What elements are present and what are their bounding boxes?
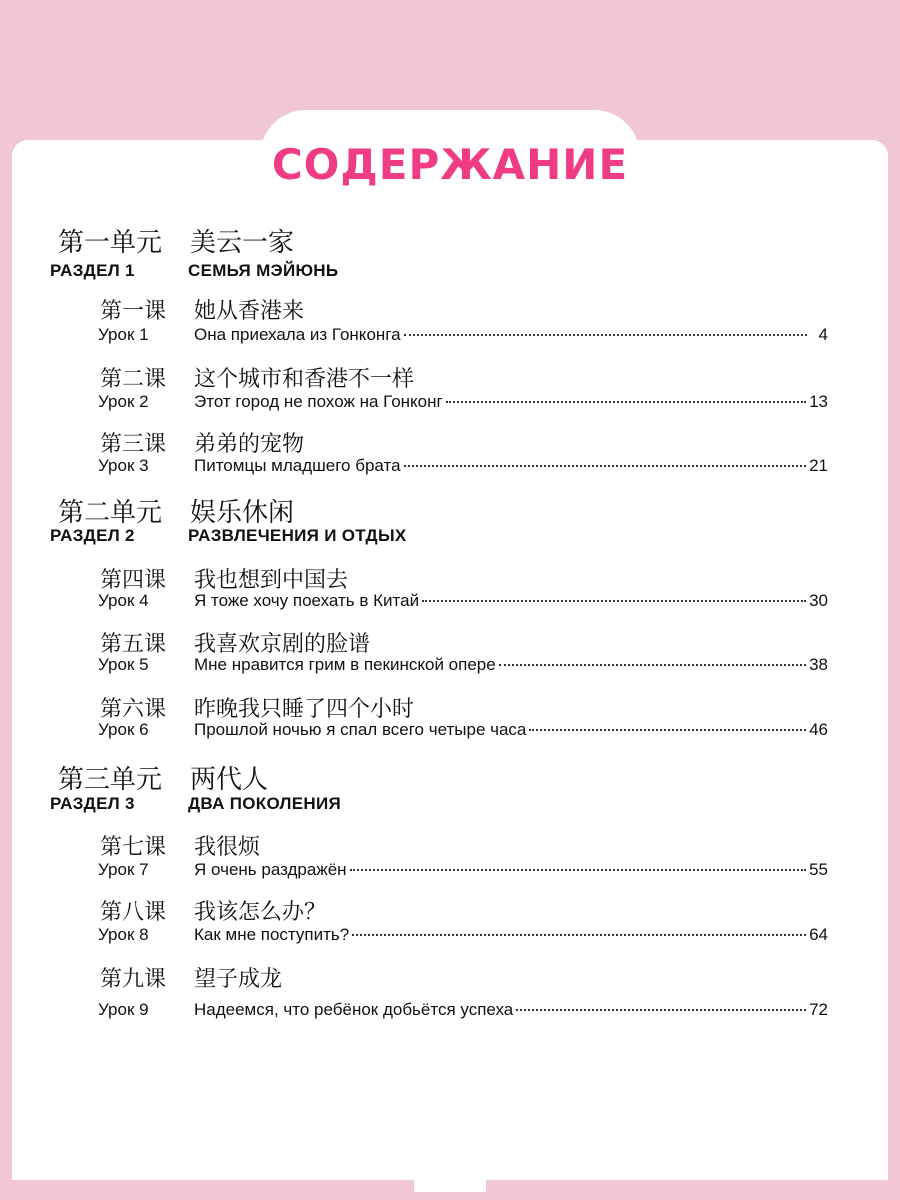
lesson-number-zh: 第四课 (100, 568, 167, 593)
dot-leader (422, 600, 806, 602)
unit-heading-ru (50, 526, 407, 546)
toc-entry-lesson-5[interactable] (98, 655, 828, 679)
lesson-heading-zh (100, 362, 414, 393)
lesson-title-zh: 昨晚我只睡了四个小时 (194, 697, 415, 722)
unit-heading-zh (58, 492, 294, 529)
toc-entry-lesson-3[interactable] (98, 456, 828, 480)
lesson-number-zh: 第二课 (100, 367, 167, 392)
lesson-number-zh: 第五课 (100, 632, 167, 657)
page-footer-tab (414, 1162, 486, 1192)
lesson-title-zh: 我也想到中国去 (194, 568, 349, 593)
lesson-number: Урок 6 (98, 720, 149, 739)
page-number-ref: 4 (818, 325, 828, 344)
unit-title-zh: 美云一家 (190, 228, 295, 258)
unit-heading-ru (50, 794, 341, 814)
unit-number-zh: 第二单元 (58, 498, 163, 528)
lesson-title-zh: 弟弟的宠物 (194, 432, 305, 457)
lesson-number-zh: 第八课 (100, 900, 167, 925)
lesson-title: Я очень раздражён (194, 860, 347, 879)
unit-title-zh: 两代人 (190, 765, 269, 795)
lesson-heading-zh (100, 962, 282, 993)
lesson-number-zh: 第九课 (100, 967, 167, 992)
lesson-heading-zh (100, 627, 370, 658)
unit-heading-zh (58, 759, 268, 796)
dot-leader (350, 869, 807, 871)
toc-entry-lesson-2[interactable] (98, 392, 828, 416)
page-title: СОДЕРЖАНИЕ (271, 140, 629, 189)
lesson-title-zh: 这个城市和香港不一样 (194, 367, 415, 392)
unit-title-zh: 娱乐休闲 (190, 498, 295, 528)
dot-leader (529, 729, 806, 731)
unit-number-zh: 第三单元 (58, 765, 163, 795)
lesson-number-zh: 第六课 (100, 697, 167, 722)
lesson-number: Урок 4 (98, 591, 149, 610)
lesson-title: Она приехала из Гонконга (194, 325, 401, 344)
lesson-title: Мне нравится грим в пекинской опере (194, 655, 496, 674)
toc-entry-lesson-7[interactable] (98, 860, 828, 884)
lesson-title-zh: 她从香港来 (194, 299, 305, 324)
page-number-ref: 30 (809, 591, 828, 610)
lesson-number: Урок 7 (98, 860, 149, 879)
dot-leader (404, 334, 807, 336)
lesson-title: Как мне поступить? (194, 925, 350, 944)
lesson-number: Урок 1 (98, 325, 149, 344)
lesson-heading-zh (100, 830, 260, 861)
page-number-ref: 38 (809, 655, 828, 674)
toc-entry-lesson-1[interactable] (98, 325, 828, 349)
lesson-number-zh: 第一课 (100, 299, 167, 324)
dot-leader (404, 465, 807, 467)
lesson-number: Урок 2 (98, 392, 149, 411)
toc-entry-lesson-4[interactable] (98, 591, 828, 615)
lesson-title-zh: 望子成龙 (194, 967, 283, 992)
lesson-title: Этот город не похож на Гонконг (194, 392, 443, 411)
unit-title-ru: РАЗВЛЕЧЕНИЯ И ОТДЫХ (188, 526, 407, 545)
unit-title-ru: ДВА ПОКОЛЕНИЯ (188, 794, 342, 813)
dot-leader (352, 934, 806, 936)
unit-heading-ru (50, 261, 338, 281)
lesson-number: Урок 5 (98, 655, 149, 674)
lesson-heading-zh (100, 692, 414, 723)
lesson-title: Надеемся, что ребёнок добьётся успеха (194, 1000, 514, 1019)
lesson-heading-zh (100, 563, 348, 594)
lesson-heading-zh (100, 895, 326, 926)
lesson-title: Я тоже хочу поехать в Китай (194, 591, 420, 610)
unit-title-ru: СЕМЬЯ МЭЙЮНЬ (188, 261, 339, 280)
lesson-number: Урок 3 (98, 456, 149, 475)
dot-leader (499, 664, 806, 666)
lesson-number-zh: 第七课 (100, 835, 167, 860)
lesson-title-zh: 我该怎么办？ (194, 900, 327, 925)
lesson-title: Прошлой ночью я спал всего четыре часа (194, 720, 527, 739)
page-number-ref: 72 (809, 1000, 828, 1019)
toc-entry-lesson-6[interactable] (98, 720, 828, 744)
unit-number-ru: РАЗДЕЛ 2 (50, 526, 135, 545)
page-number-ref: 46 (809, 720, 828, 739)
dot-leader (516, 1009, 806, 1011)
lesson-number: Урок 9 (98, 1000, 149, 1019)
unit-heading-zh (58, 222, 294, 259)
page-number-ref: 21 (809, 456, 828, 475)
page-number-ref: 13 (809, 392, 828, 411)
lesson-number: Урок 8 (98, 925, 149, 944)
toc-entry-lesson-8[interactable] (98, 925, 828, 949)
page-number-ref: 55 (809, 860, 828, 879)
unit-number-ru: РАЗДЕЛ 1 (50, 261, 135, 280)
toc-entry-lesson-9[interactable] (98, 1000, 828, 1024)
lesson-number-zh: 第三课 (100, 432, 167, 457)
lesson-title: Питомцы младшего брата (194, 456, 401, 475)
unit-number-ru: РАЗДЕЛ 3 (50, 794, 135, 813)
lesson-title-zh: 我很烦 (194, 835, 261, 860)
page-number-ref: 64 (809, 925, 828, 944)
lesson-title-zh: 我喜欢京剧的脸谱 (194, 632, 371, 657)
dot-leader (446, 401, 806, 403)
unit-number-zh: 第一单元 (58, 228, 163, 258)
lesson-heading-zh (100, 427, 304, 458)
lesson-heading-zh (100, 294, 304, 325)
